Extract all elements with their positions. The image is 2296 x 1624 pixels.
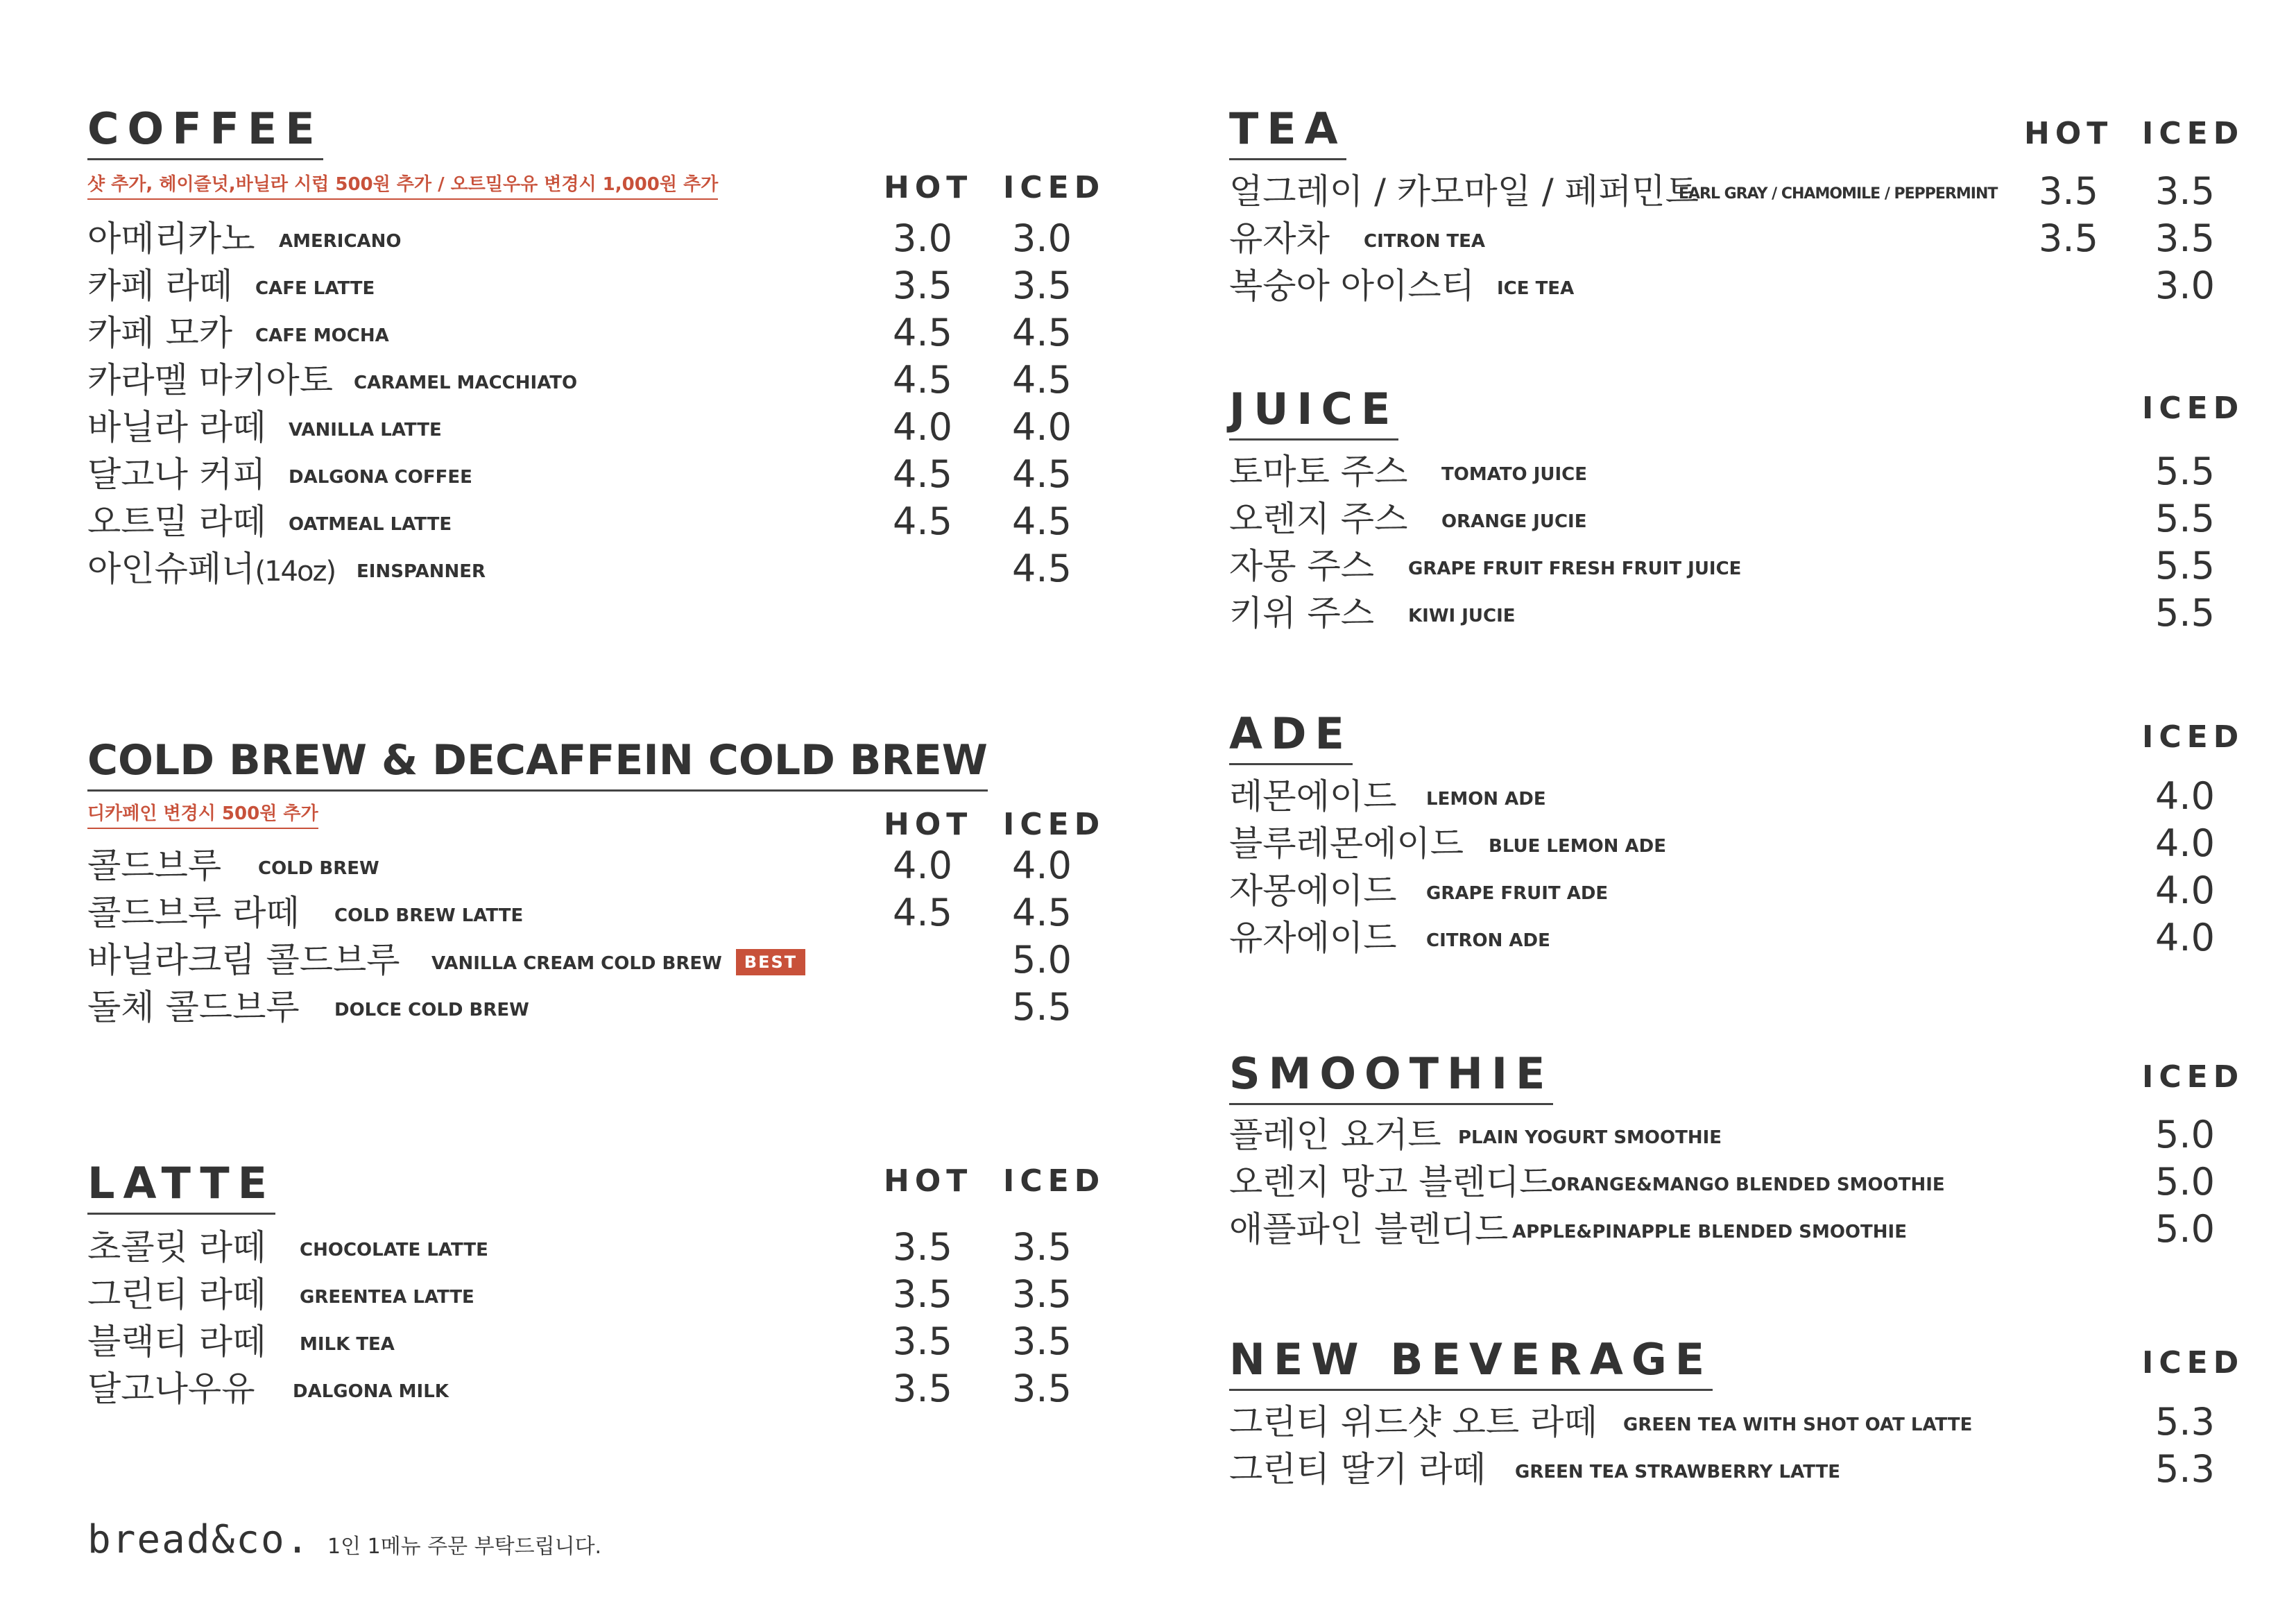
price-iced: 4.0: [2155, 869, 2215, 912]
item-name-en: CHOCOLATE LATTE: [300, 1240, 488, 1260]
new-beverage-title: NEW BEVERAGE: [1229, 1335, 1713, 1391]
price-iced: 3.5: [1012, 1367, 1072, 1410]
item-name-en: CAFE LATTE: [255, 278, 375, 299]
item-name-kr: 달고나우유: [87, 1369, 255, 1409]
item-name-kr: 플레인 요거트: [1229, 1115, 1441, 1155]
menu-item-plain-yogurt: [1229, 1111, 2242, 1159]
menu-item-ice-tea: [1229, 262, 2242, 309]
coffee-title: COFFEE: [87, 104, 323, 160]
item-name-kr: 유자에이드: [1229, 918, 1397, 958]
price-iced: 5.3: [2155, 1400, 2215, 1444]
item-name-en: MILK TEA: [300, 1334, 395, 1355]
item-name-kr: 얼그레이 / 카모마일 / 페퍼민트: [1229, 171, 1699, 212]
price-iced: 3.5: [1012, 1272, 1072, 1316]
item-name-en: CAFE MOCHA: [255, 325, 389, 346]
item-name-kr: 카라멜 마키아토: [87, 360, 333, 400]
coffee-hot-header: HOT: [884, 170, 973, 205]
item-name-kr: 콜드브루 라떼: [87, 893, 300, 933]
item-name-en: CARAMEL MACCHIATO: [354, 373, 578, 393]
price-iced: 5.5: [2155, 497, 2215, 540]
ade-iced-header: ICED: [2142, 719, 2245, 755]
price-iced: 4.5: [1012, 311, 1072, 354]
item-name-en: COLD BREW: [258, 858, 379, 879]
menu-item-cafe-mocha: [87, 309, 1100, 357]
menu-item-americano: [87, 215, 1100, 262]
price-hot: 3.5: [893, 1319, 952, 1363]
menu-item-kiwi-juice: [1229, 590, 2242, 637]
latte-hot-header: HOT: [884, 1163, 973, 1199]
item-name-kr: 복숭아 아이스티: [1229, 266, 1475, 306]
menu-item-greentea-latte: [87, 1271, 1100, 1318]
price-iced: 4.0: [2155, 821, 2215, 865]
item-name-en-text: VANILLA CREAM COLD BREW: [431, 953, 722, 974]
item-name-kr: 달고나 커피: [87, 454, 266, 495]
item-size: (14oz): [255, 556, 336, 588]
price-hot: 4.0: [893, 844, 952, 887]
item-name-en: AMERICANO: [279, 231, 402, 252]
tea-hot-header: HOT: [2024, 116, 2114, 151]
latte-title: LATTE: [87, 1159, 275, 1215]
ade-title: ADE: [1229, 709, 1353, 765]
price-iced: 4.0: [1012, 405, 1072, 449]
item-name-en: ORANGE JUCIE: [1441, 511, 1587, 532]
menu-item-earl-gray: [1229, 168, 2242, 215]
item-name-en: CITRON TEA: [1364, 231, 1486, 252]
menu-item-orange-mango: [1229, 1159, 2242, 1206]
item-name-kr: 키위 주스: [1229, 593, 1375, 633]
menu-item-green-tea-shot-oat-latte: [1229, 1399, 2242, 1446]
item-name-en: EINSPANNER: [357, 561, 486, 582]
menu-item-einspanner: [87, 545, 1100, 592]
price-iced: 4.0: [2155, 916, 2215, 959]
cold-brew-title: COLD BREW & DECAFFEIN COLD BREW: [87, 735, 988, 792]
price-hot: 4.5: [893, 311, 952, 354]
item-name-en: ORANGE&MANGO BLENDED SMOOTHIE: [1551, 1174, 1945, 1195]
menu-item-orange-juice: [1229, 495, 2242, 542]
cold-brew-hot-header: HOT: [884, 807, 973, 842]
brand-logo: bread&co.: [87, 1517, 311, 1562]
menu-item-caramel-macchiato: [87, 357, 1100, 404]
tea-iced-header: ICED: [2142, 116, 2245, 151]
price-iced: 5.3: [2155, 1447, 2215, 1491]
item-name-en: GREEN TEA STRAWBERRY LATTE: [1515, 1462, 1841, 1482]
cold-brew-note: 디카페인 변경시 500원 추가: [87, 799, 318, 829]
menu-item-cold-brew: [87, 842, 1100, 889]
coffee-note: 샷 추가, 헤이즐넛,바닐라 시럽 500원 추가 / 오트밀우유 변경시 1,000원 추가: [87, 170, 718, 200]
item-name-kr: 오트밀 라떼: [87, 502, 266, 542]
item-name-kr: 블루레몬에이드: [1229, 823, 1464, 864]
price-iced: 4.5: [1012, 891, 1072, 934]
item-name-en: [431, 949, 805, 977]
item-name-en: KIWI JUCIE: [1408, 606, 1516, 626]
smoothie-iced-header: ICED: [2142, 1059, 2245, 1095]
item-name-kr: 바닐라 라떼: [87, 407, 266, 447]
menu-item-dalgona-coffee: [87, 451, 1100, 498]
item-name-en: DALGONA MILK: [293, 1381, 449, 1402]
item-name-en: EARL GRAY / CHAMOMILE / PEPPERMINT: [1679, 185, 1998, 203]
price-hot: 4.5: [893, 499, 952, 543]
item-name-en: DALGONA COFFEE: [289, 467, 472, 488]
menu-item-grapefruit-juice: [1229, 542, 2242, 590]
item-name-en: GRAPE FRUIT FRESH FRUIT JUICE: [1408, 558, 1742, 579]
menu-item-blue-lemon-ade: [1229, 820, 2242, 867]
juice-title: JUICE: [1229, 384, 1398, 441]
item-name-en: PLAIN YOGURT SMOOTHIE: [1458, 1127, 1722, 1148]
item-name-kr: 오렌지 망고 블렌디드: [1229, 1162, 1553, 1202]
item-name-kr: 자몽에이드: [1229, 871, 1397, 911]
price-iced: 3.0: [2155, 264, 2215, 307]
item-name-kr: 그린티 위드샷 오트 라떼: [1229, 1402, 1597, 1442]
price-iced: 4.5: [1012, 452, 1072, 496]
item-name-en: GREENTEA LATTE: [300, 1287, 474, 1308]
coffee-iced-header: ICED: [1003, 170, 1106, 205]
price-iced: 5.0: [2155, 1207, 2215, 1251]
item-name-en: CITRON ADE: [1426, 930, 1550, 951]
item-name-en: GREEN TEA WITH SHOT OAT LATTE: [1623, 1414, 1973, 1435]
price-iced: 5.0: [2155, 1113, 2215, 1156]
item-name-kr: 그린티 라떼: [87, 1274, 266, 1315]
price-iced: 5.5: [2155, 450, 2215, 493]
menu-item-cafe-latte: [87, 262, 1100, 309]
price-iced: 4.0: [2155, 774, 2215, 818]
price-hot: 3.5: [2039, 169, 2098, 213]
best-badge: BEST: [736, 949, 805, 975]
tea-title: TEA: [1229, 104, 1346, 160]
menu-item-milk-tea: [87, 1318, 1100, 1365]
price-hot: 4.0: [893, 405, 952, 449]
menu-item-lemon-ade: [1229, 773, 2242, 820]
cold-brew-iced-header: ICED: [1003, 807, 1106, 842]
menu-item-oatmeal-latte: [87, 498, 1100, 545]
item-name-en: GRAPE FRUIT ADE: [1426, 883, 1609, 904]
menu-item-green-tea-strawberry-latte: [1229, 1446, 2242, 1493]
item-name-kr: 바닐라크림 콜드브루: [87, 940, 400, 980]
price-hot: 3.5: [893, 1225, 952, 1269]
price-iced: 4.5: [1012, 358, 1072, 402]
price-iced: 5.0: [2155, 1160, 2215, 1204]
price-iced: 5.5: [2155, 591, 2215, 635]
price-iced: 5.5: [2155, 544, 2215, 588]
menu-item-dolce-cold-brew: [87, 984, 1100, 1031]
price-iced: 3.5: [1012, 264, 1072, 307]
price-iced: 3.5: [2155, 169, 2215, 213]
price-iced: 5.5: [1012, 985, 1072, 1029]
item-name-kr: 오렌지 주스: [1229, 499, 1408, 539]
item-name-kr: 콜드브루: [87, 846, 222, 886]
menu-item-chocolate-latte: [87, 1224, 1100, 1271]
price-iced: 3.5: [1012, 1225, 1072, 1269]
menu-item-vanilla-cream-cold-brew: [87, 937, 1100, 984]
price-hot: 3.5: [893, 1367, 952, 1410]
item-name-kr: 그린티 딸기 라떼: [1229, 1449, 1486, 1489]
menu-item-tomato-juice: [1229, 448, 2242, 495]
price-iced: 3.5: [2155, 216, 2215, 260]
item-name-kr: 카페 모카: [87, 313, 233, 353]
latte-iced-header: ICED: [1003, 1163, 1106, 1199]
item-name-en: LEMON ADE: [1426, 789, 1546, 810]
item-name-kr: [87, 545, 335, 595]
price-iced: 3.5: [1012, 1319, 1072, 1363]
price-hot: 3.5: [2039, 216, 2098, 260]
item-name-kr-main: 아인슈페너: [87, 549, 255, 589]
item-name-en: COLD BREW LATTE: [334, 905, 524, 926]
item-name-en: ICE TEA: [1497, 278, 1575, 299]
price-iced: 4.0: [1012, 844, 1072, 887]
menu-item-dalgona-milk: [87, 1365, 1100, 1412]
price-hot: 4.5: [893, 452, 952, 496]
price-iced: 5.0: [1012, 938, 1072, 982]
item-name-kr: 레몬에이드: [1229, 776, 1397, 817]
menu-item-cold-brew-latte: [87, 889, 1100, 937]
item-name-en: APPLE&PINAPPLE BLENDED SMOOTHIE: [1512, 1222, 1907, 1242]
price-iced: 3.0: [1012, 216, 1072, 260]
item-name-kr: 자몽 주스: [1229, 546, 1375, 586]
price-hot: 3.5: [893, 264, 952, 307]
item-name-kr: 유자차: [1229, 219, 1330, 259]
menu-item-grapefruit-ade: [1229, 867, 2242, 914]
item-name-en: BLUE LEMON ADE: [1489, 836, 1666, 857]
item-name-kr: 카페 라떼: [87, 266, 233, 306]
new-beverage-iced-header: ICED: [2142, 1345, 2245, 1381]
item-name-kr: 돌체 콜드브루: [87, 987, 300, 1027]
order-note: 1인 1메뉴 주문 부탁드립니다.: [327, 1535, 602, 1559]
item-name-kr: 블랙티 라떼: [87, 1322, 266, 1362]
price-iced: 4.5: [1012, 499, 1072, 543]
menu-item-apple-pineapple: [1229, 1206, 2242, 1253]
smoothie-title: SMOOTHIE: [1229, 1049, 1553, 1105]
price-hot: 3.0: [893, 216, 952, 260]
item-name-en: OATMEAL LATTE: [289, 514, 452, 535]
item-name-kr: 애플파인 블렌디드: [1229, 1209, 1509, 1249]
item-name-kr: 아메리카노: [87, 219, 255, 259]
item-name-kr: 토마토 주스: [1229, 452, 1408, 492]
price-hot: 4.5: [893, 891, 952, 934]
item-name-kr: 초콜릿 라떼: [87, 1227, 266, 1267]
juice-iced-header: ICED: [2142, 391, 2245, 426]
item-name-en: DOLCE COLD BREW: [334, 1000, 529, 1020]
menu-item-vanilla-latte: [87, 404, 1100, 451]
price-hot: 3.5: [893, 1272, 952, 1316]
item-name-en: TOMATO JUICE: [1441, 464, 1588, 485]
item-name-en: VANILLA LATTE: [289, 420, 442, 441]
price-hot: 4.5: [893, 358, 952, 402]
price-iced: 4.5: [1012, 547, 1072, 590]
menu-item-citron-ade: [1229, 914, 2242, 961]
menu-item-citron-tea: [1229, 215, 2242, 262]
